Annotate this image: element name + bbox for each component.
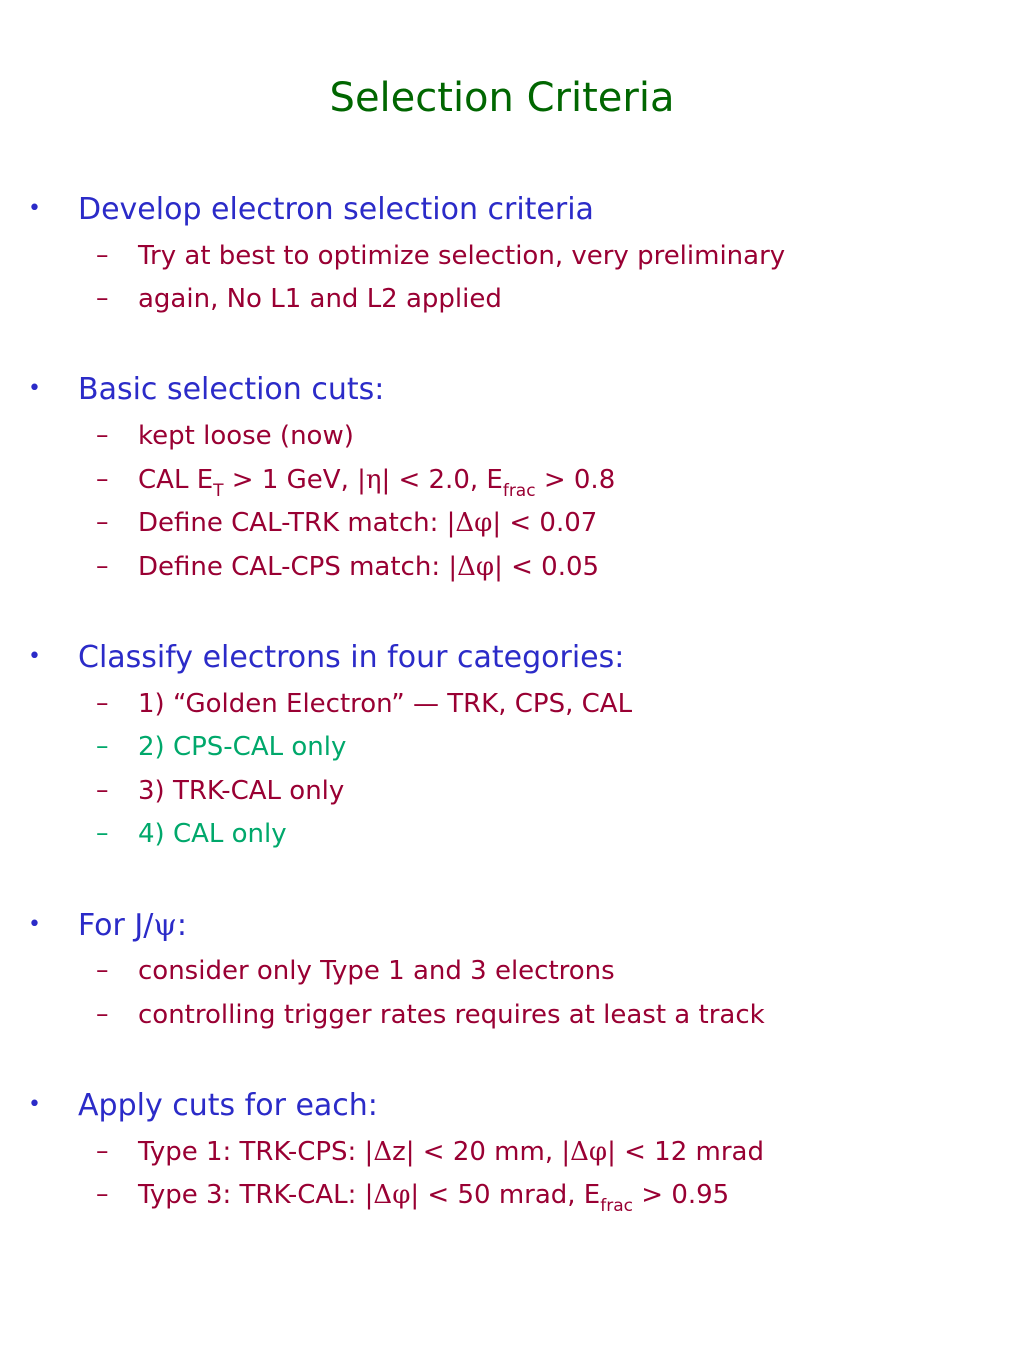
- sub-item-type-1-3: consider only Type 1 and 3 electrons: [138, 956, 615, 986]
- sub-item-type1-cuts: Type 1: TRK-CPS: |Δz| < 20 mm, |Δφ| < 12 mrad: [138, 1137, 764, 1167]
- section-heading-jpsi: For J/ψ:: [78, 908, 188, 943]
- sub-item-trk-cal-only: 3) TRK-CAL only: [138, 776, 345, 806]
- section-heading-develop: Develop electron selection criteria: [78, 192, 594, 227]
- sub-item-no-l1-l2: again, No L1 and L2 applied: [138, 284, 502, 314]
- sub-item-trigger-rates: controlling trigger rates requires at least a track: [138, 1000, 765, 1030]
- dash-icon: –: [96, 775, 109, 804]
- sub-item-optimize: Try at best to optimize selection, very preliminary: [138, 241, 786, 271]
- dash-icon: –: [96, 464, 109, 493]
- bullet-icon: •: [28, 376, 41, 401]
- dash-icon: –: [96, 551, 109, 580]
- section-heading-basic-cuts: Basic selection cuts:: [78, 372, 385, 407]
- dash-icon: –: [96, 818, 109, 847]
- bullet-icon: •: [28, 644, 41, 669]
- dash-icon: –: [96, 731, 109, 760]
- sub-item-cal-trk-match: Define CAL-TRK match: |Δφ| < 0.07: [138, 508, 598, 538]
- dash-icon: –: [96, 240, 109, 269]
- sub-item-cal-et-cut: CAL $E_T > 1$ GeV, |η| < 2.0, $E_{frac} > 0.8$: [138, 465, 616, 501]
- bullet-icon: •: [28, 196, 41, 221]
- dash-icon: –: [96, 688, 109, 717]
- dash-icon: –: [96, 420, 109, 449]
- sub-item-golden-electron: 1) “Golden Electron” — TRK, CPS, CAL: [138, 689, 633, 719]
- bullet-icon: •: [28, 1092, 41, 1117]
- section-heading-classify: Classify electrons in four categories:: [78, 640, 625, 675]
- dash-icon: –: [96, 507, 109, 536]
- dash-icon: –: [96, 999, 109, 1028]
- slide-title: Selection Criteria: [329, 75, 675, 121]
- sub-item-cal-cps-match: Define CAL-CPS match: |Δφ| < 0.05: [138, 552, 600, 582]
- dash-icon: –: [96, 955, 109, 984]
- bullet-icon: •: [28, 912, 41, 937]
- dash-icon: –: [96, 283, 109, 312]
- dash-icon: –: [96, 1179, 109, 1208]
- sub-item-cps-cal-only: 2) CPS-CAL only: [138, 732, 347, 762]
- dash-icon: –: [96, 1136, 109, 1165]
- sub-item-type3-cuts: Type 3: TRK-CAL: |Δφ| < 50 mrad, $E_{frac} > 0.95$: [138, 1180, 730, 1216]
- sub-item-cal-only: 4) CAL only: [138, 819, 287, 849]
- sub-item-kept-loose: kept loose (now): [138, 421, 354, 451]
- section-heading-apply-cuts: Apply cuts for each:: [78, 1088, 378, 1123]
